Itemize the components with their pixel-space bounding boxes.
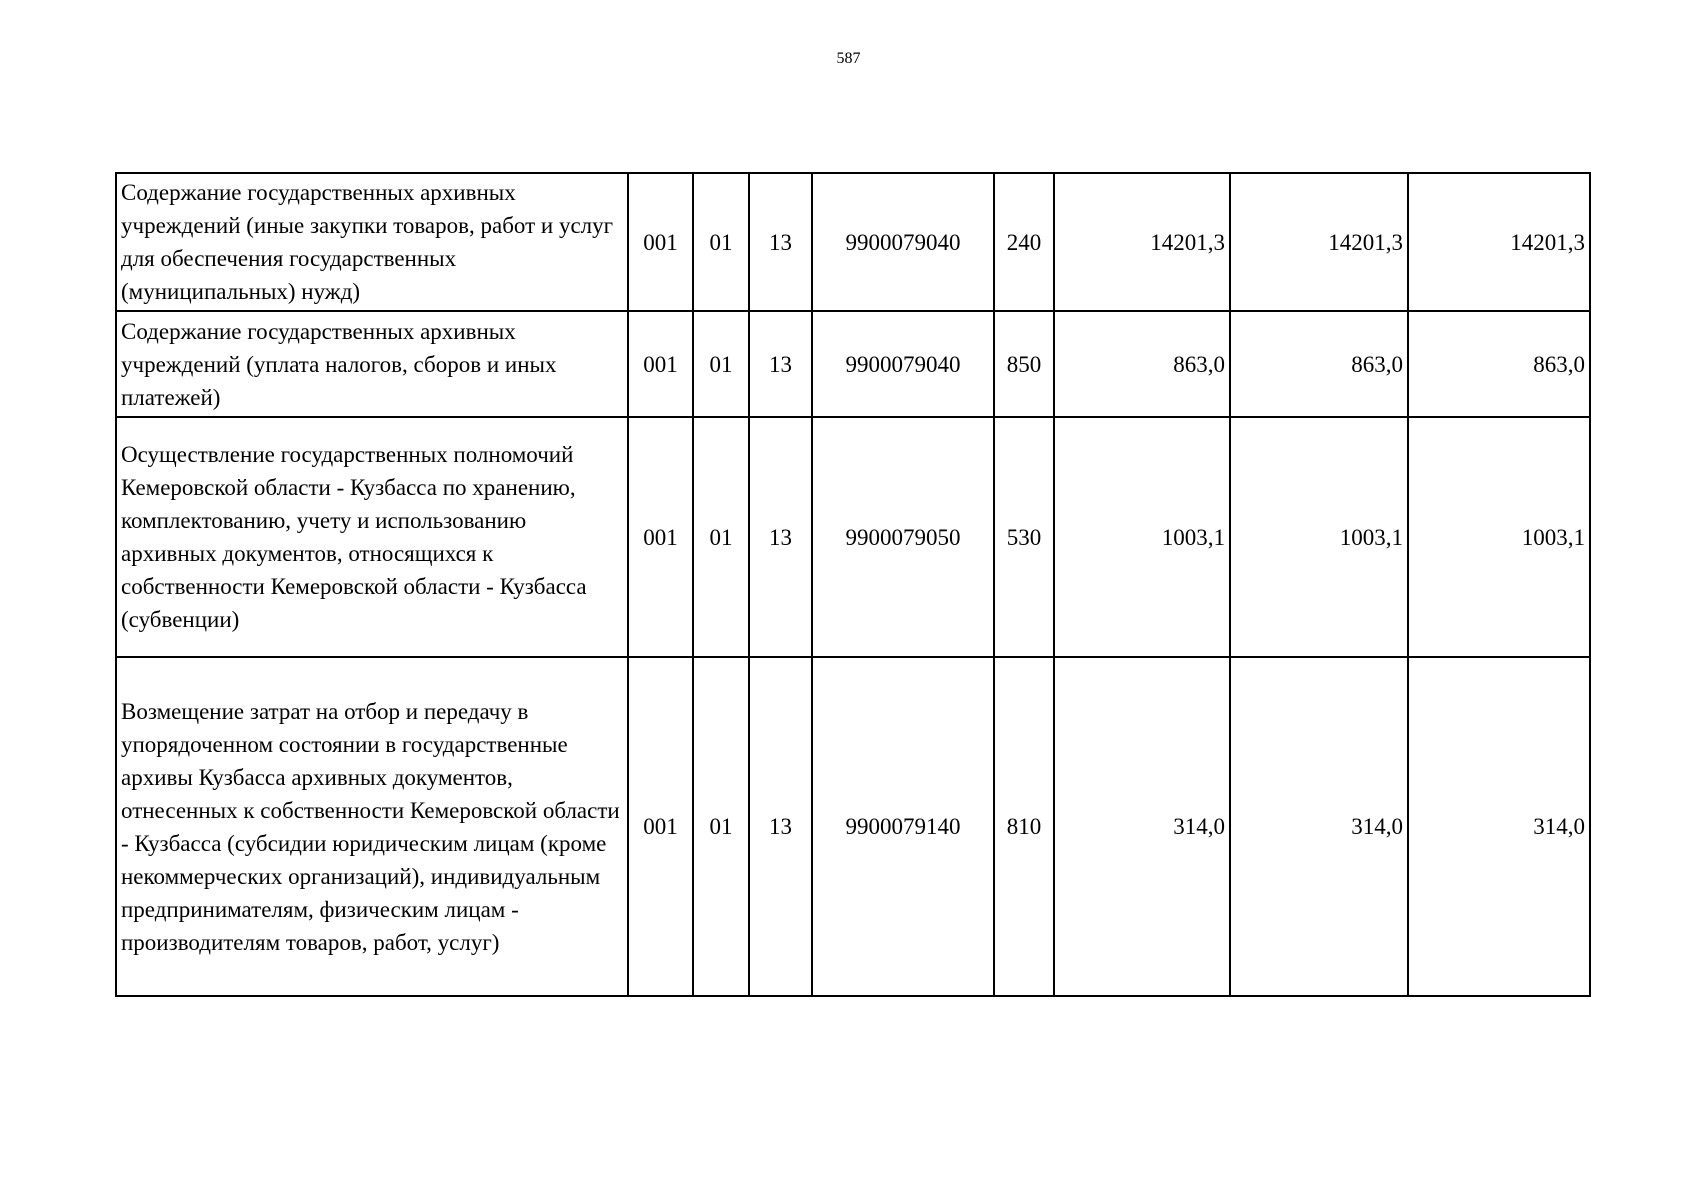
amount-year-2: 314,0 [1230,657,1408,996]
subsection-code: 13 [749,173,812,311]
amount-year-2: 1003,1 [1230,417,1408,657]
target-article-code: 9900079050 [812,417,994,657]
amount-year-3: 1003,1 [1408,417,1590,657]
expense-type-code: 850 [994,311,1054,417]
expense-type-code: 530 [994,417,1054,657]
amount-year-3: 314,0 [1408,657,1590,996]
amount-year-1: 863,0 [1054,311,1230,417]
ministry-code: 001 [628,173,693,311]
amount-year-1: 1003,1 [1054,417,1230,657]
row-description: Содержание государственных архивных учреждений (иные закупки товаров, работ и услуг для обеспечения государственных (муниципальных) нужд) [116,173,628,311]
target-article-code: 9900079040 [812,311,994,417]
budget-table [115,172,1591,997]
row-description: Содержание государственных архивных учреждений (уплата налогов, сборов и иных платежей) [116,311,628,417]
table-row [116,311,1590,417]
subsection-code: 13 [749,657,812,996]
ministry-code: 001 [628,311,693,417]
amount-year-2: 863,0 [1230,311,1408,417]
ministry-code: 001 [628,657,693,996]
expense-type-code: 810 [994,657,1054,996]
expense-type-code: 240 [994,173,1054,311]
subsection-code: 13 [749,417,812,657]
target-article-code: 9900079040 [812,173,994,311]
table-row [116,173,1590,311]
section-code: 01 [693,311,749,417]
section-code: 01 [693,173,749,311]
amount-year-1: 314,0 [1054,657,1230,996]
subsection-code: 13 [749,311,812,417]
amount-year-1: 14201,3 [1054,173,1230,311]
row-description: Возмещение затрат на отбор и передачу в упорядоченном состоянии в государственные архивы Кузбасса архивных документов, отнесенных к собственности Кемеровской области - Кузбасса (субсидии юридическим лицам (кроме некоммерческих организаций), индивидуальным предпринимателям, физическим лицам - производителям товаров, работ, услуг) [116,657,628,996]
ministry-code: 001 [628,417,693,657]
row-description: Осуществление государственных полномочий Кемеровской области - Кузбасса по хранению, комплектованию, учету и использованию архивных документов, относящихся к собственности Кемеровской области - Кузбасса (субвенции) [116,417,628,657]
amount-year-3: 14201,3 [1408,173,1590,311]
section-code: 01 [693,417,749,657]
amount-year-2: 14201,3 [1230,173,1408,311]
table-row [116,657,1590,996]
target-article-code: 9900079140 [812,657,994,996]
amount-year-3: 863,0 [1408,311,1590,417]
table-row [116,417,1590,657]
section-code: 01 [693,657,749,996]
page-number: 587 [836,50,861,67]
